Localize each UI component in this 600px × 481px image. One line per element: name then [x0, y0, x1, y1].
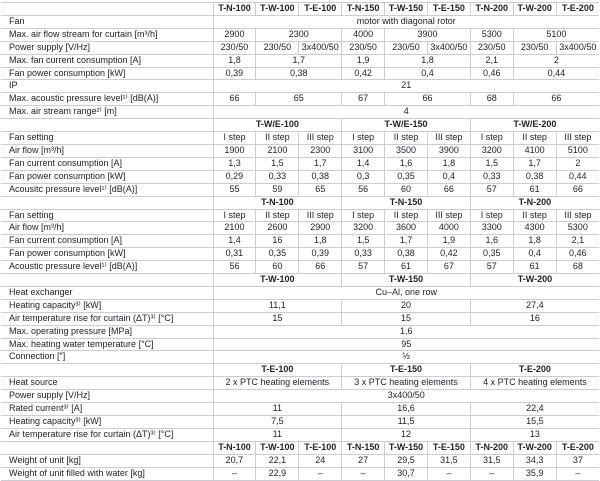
- spec-cell: 1,8: [213, 54, 256, 67]
- spec-cell: 1,6: [385, 157, 428, 170]
- spec-cell: 61: [513, 261, 556, 274]
- spec-row: [1, 222, 599, 235]
- spec-cell: 1,6: [470, 235, 513, 248]
- spec-row: [1, 170, 599, 183]
- spec-cell: 15: [342, 312, 471, 325]
- spec-cell: II step: [385, 209, 428, 222]
- spec-cell: 2: [556, 157, 599, 170]
- spec-cell: 0,29: [213, 170, 256, 183]
- spec-cell: 0,38: [299, 170, 342, 183]
- row-label: Rated current³⁾ [A]: [1, 403, 213, 416]
- spec-cell: II step: [385, 132, 428, 145]
- spec-cell: 0,42: [427, 248, 470, 261]
- spec-cell: 66: [213, 93, 256, 106]
- row-label: Max. air flow stream for curtain [m³/h]: [1, 28, 213, 41]
- spec-cell: III step: [299, 132, 342, 145]
- spec-cell: 22,1: [256, 454, 299, 467]
- spec-cell: 95: [213, 338, 599, 351]
- column-header: T-N-200: [470, 196, 599, 209]
- spec-row: [1, 261, 599, 274]
- spec-row: [1, 338, 599, 351]
- spec-cell: 3 x PTC heating elements: [342, 377, 471, 390]
- spec-cell: 1,8: [427, 157, 470, 170]
- spec-cell: 230/50: [256, 41, 299, 54]
- column-header: T-W-150: [385, 3, 428, 16]
- spec-cell: 5100: [556, 144, 599, 157]
- spec-cell: 3300: [470, 222, 513, 235]
- spec-cell: 21: [213, 80, 599, 93]
- row-label: Heat exchanger: [1, 286, 213, 299]
- spec-cell: 1,3: [213, 157, 256, 170]
- spec-row: [1, 416, 599, 429]
- spec-row: [1, 351, 599, 364]
- spec-cell: III step: [427, 132, 470, 145]
- spec-cell: 0,31: [213, 248, 256, 261]
- spec-cell: 11: [213, 403, 342, 416]
- row-label: Air flow [m³/h]: [1, 222, 213, 235]
- spec-cell: 2100: [256, 144, 299, 157]
- spec-cell: III step: [556, 132, 599, 145]
- spec-cell: 31,5: [470, 454, 513, 467]
- row-label: Power supply [V/Hz]: [1, 41, 213, 54]
- spec-cell: 1,5: [256, 157, 299, 170]
- spec-cell: 67: [342, 93, 385, 106]
- spec-cell: 66: [513, 93, 599, 106]
- spec-cell: 65: [256, 93, 342, 106]
- column-header: T-W-200: [513, 441, 556, 454]
- spec-cell: 1900: [213, 144, 256, 157]
- row-label: Fan power consumption [kW]: [1, 67, 213, 80]
- spec-cell: 2900: [213, 28, 256, 41]
- spec-cell: 0,38: [513, 170, 556, 183]
- row-label: Heating capacity³⁾ [kW]: [1, 299, 213, 312]
- spec-cell: 56: [342, 183, 385, 196]
- spec-cell: 20,7: [213, 454, 256, 467]
- spec-row: [1, 286, 599, 299]
- spec-cell: 61: [385, 261, 428, 274]
- row-label: Power supply [V/Hz]: [1, 390, 213, 403]
- spec-cell: 57: [342, 261, 385, 274]
- spec-cell: 35,9: [513, 467, 556, 480]
- spec-cell: 1,8: [385, 54, 471, 67]
- column-header: T-N-100: [213, 441, 256, 454]
- row-label: Fan power consumption [kW]: [1, 248, 213, 261]
- spec-cell: 1,6: [213, 325, 599, 338]
- spec-cell: 11,5: [342, 416, 471, 429]
- spec-cell: 31,5: [427, 454, 470, 467]
- spec-cell: 3100: [342, 144, 385, 157]
- spec-row: [1, 467, 599, 480]
- spec-cell: 1,4: [342, 157, 385, 170]
- spec-cell: 1,8: [299, 235, 342, 248]
- spec-cell: 230/50: [213, 41, 256, 54]
- spec-cell: 3x400/50: [427, 41, 470, 54]
- column-header: T-W-100: [256, 3, 299, 16]
- spec-cell: I step: [213, 209, 256, 222]
- spec-cell: 67: [427, 261, 470, 274]
- spec-row: [1, 106, 599, 119]
- spec-cell: 29,5: [385, 454, 428, 467]
- spec-cell: 66: [556, 183, 599, 196]
- row-label: Air flow [m³/h]: [1, 144, 213, 157]
- column-header: T-E-150: [427, 3, 470, 16]
- spec-cell: 230/50: [385, 41, 428, 54]
- spec-cell: 4: [213, 106, 599, 119]
- section-header-row-weights: [1, 441, 599, 454]
- spec-cell: 0,33: [342, 248, 385, 261]
- spec-cell: 60: [256, 261, 299, 274]
- spec-row: [1, 80, 599, 93]
- column-header: T-E-150: [427, 441, 470, 454]
- spec-cell: 2 x PTC heating elements: [213, 377, 342, 390]
- spec-cell: II step: [513, 209, 556, 222]
- column-header: T-N-200: [470, 3, 513, 16]
- spec-cell: ½: [213, 351, 599, 364]
- spec-cell: 1,4: [213, 235, 256, 248]
- spec-row: [1, 390, 599, 403]
- spec-cell: 15: [213, 312, 342, 325]
- spec-cell: 56: [213, 261, 256, 274]
- spec-cell: 230/50: [513, 41, 556, 54]
- spec-row: [1, 93, 599, 106]
- section-header-row-twe-steps: [1, 119, 599, 132]
- spec-cell: 16,6: [342, 403, 471, 416]
- spec-cell: III step: [299, 209, 342, 222]
- row-label: Air temperature rise for curtain (ΔT)³⁾ [°C]: [1, 312, 213, 325]
- row-label-empty: [1, 196, 213, 209]
- spec-row: [1, 403, 599, 416]
- row-label: Weight of unit filled with water [kg]: [1, 467, 213, 480]
- spec-row: [1, 325, 599, 338]
- spec-cell: 5300: [470, 28, 513, 41]
- spec-cell: –: [556, 467, 599, 480]
- spec-cell: I step: [470, 132, 513, 145]
- spec-cell: Cu–Al, one row: [213, 286, 599, 299]
- spec-row: [1, 28, 599, 41]
- spec-row: [1, 377, 599, 390]
- spec-cell: 11: [213, 428, 342, 441]
- row-label-empty: [1, 364, 213, 377]
- spec-cell: –: [427, 467, 470, 480]
- spec-row: [1, 54, 599, 67]
- spec-cell: 27,4: [470, 299, 599, 312]
- spec-cell: 57: [470, 261, 513, 274]
- spec-cell: 2300: [299, 144, 342, 157]
- spec-cell: 1,5: [342, 235, 385, 248]
- column-header: T-N-150: [342, 441, 385, 454]
- spec-row: [1, 209, 599, 222]
- row-label: Air temperature rise for curtain (ΔT)³⁾ [°C]: [1, 428, 213, 441]
- column-header: T-N-150: [342, 196, 471, 209]
- row-label: Fan current consumption [A]: [1, 235, 213, 248]
- section-header-row-overview: [1, 3, 599, 16]
- spec-cell: 55: [213, 183, 256, 196]
- spec-row: [1, 15, 599, 28]
- row-label: Max. operating pressure [MPa]: [1, 325, 213, 338]
- spec-cell: 11,1: [213, 299, 342, 312]
- spec-cell: 0,39: [299, 248, 342, 261]
- spec-cell: 20: [342, 299, 471, 312]
- column-header: T-N-150: [342, 3, 385, 16]
- spec-cell: 0,46: [556, 248, 599, 261]
- column-header: T-W/E-200: [470, 119, 599, 132]
- column-header: T-W-200: [470, 274, 599, 287]
- spec-cell: II step: [256, 132, 299, 145]
- spec-cell: 66: [385, 93, 471, 106]
- spec-cell: –: [470, 467, 513, 480]
- spec-cell: 2600: [256, 222, 299, 235]
- column-header: T-E-100: [299, 3, 342, 16]
- spec-cell: 3x400/50: [299, 41, 342, 54]
- column-header: T-W-150: [385, 441, 428, 454]
- row-label-empty: [1, 274, 213, 287]
- column-header: T-N-100: [213, 3, 256, 16]
- row-label: Max. acoustic pressure level¹⁾ [dB(A)]: [1, 93, 213, 106]
- section-header-row-te-electric: [1, 364, 599, 377]
- spec-cell: 3200: [470, 144, 513, 157]
- spec-cell: 0,4: [385, 67, 471, 80]
- column-header: T-E-150: [342, 364, 471, 377]
- spec-cell: 4100: [513, 144, 556, 157]
- column-header: T-E-100: [213, 364, 342, 377]
- spec-cell: motor with diagonal rotor: [213, 15, 599, 28]
- spec-cell: 22,9: [256, 467, 299, 480]
- row-label: Fan: [1, 15, 213, 28]
- spec-cell: 3500: [385, 144, 428, 157]
- spec-row: [1, 299, 599, 312]
- spec-table-body: [1, 3, 599, 481]
- spec-cell: 5300: [556, 222, 599, 235]
- spec-cell: 2,1: [556, 235, 599, 248]
- column-header: T-N-100: [213, 196, 342, 209]
- spec-cell: 24: [299, 454, 342, 467]
- spec-row: [1, 144, 599, 157]
- spec-row: [1, 67, 599, 80]
- spec-cell: 1,7: [256, 54, 342, 67]
- spec-cell: III step: [427, 209, 470, 222]
- spec-cell: 0,46: [470, 67, 513, 80]
- spec-cell: 4 x PTC heating elements: [470, 377, 599, 390]
- spec-cell: 66: [427, 183, 470, 196]
- spec-cell: 1,7: [299, 157, 342, 170]
- spec-cell: 59: [256, 183, 299, 196]
- spec-cell: 65: [299, 183, 342, 196]
- spec-cell: 7,5: [213, 416, 342, 429]
- spec-cell: 0,38: [385, 248, 428, 261]
- spec-cell: I step: [342, 209, 385, 222]
- spec-cell: 1,9: [427, 235, 470, 248]
- spec-cell: 22,4: [470, 403, 599, 416]
- row-label: Fan setting: [1, 209, 213, 222]
- spec-row: [1, 157, 599, 170]
- section-header-row-tw-water: [1, 274, 599, 287]
- spec-cell: 1,8: [513, 235, 556, 248]
- spec-cell: 0,39: [213, 67, 256, 80]
- spec-table: [1, 2, 599, 481]
- spec-cell: II step: [513, 132, 556, 145]
- spec-cell: 230/50: [470, 41, 513, 54]
- spec-cell: 61: [513, 183, 556, 196]
- spec-cell: 1,9: [342, 54, 385, 67]
- row-label: Acousitc pressure level¹⁾ [dB(A)]: [1, 183, 213, 196]
- spec-row: [1, 312, 599, 325]
- spec-cell: –: [213, 467, 256, 480]
- row-label: Fan power consumption [kW]: [1, 170, 213, 183]
- row-label: Heating capacity³⁾ [kW]: [1, 416, 213, 429]
- spec-cell: 0,4: [513, 248, 556, 261]
- spec-cell: 16: [470, 312, 599, 325]
- column-header: T-E-200: [556, 441, 599, 454]
- spec-cell: 4300: [513, 222, 556, 235]
- column-header: T-W/E-100: [213, 119, 342, 132]
- row-label-empty: [1, 441, 213, 454]
- spec-cell: 3200: [342, 222, 385, 235]
- spec-cell: 15,5: [470, 416, 599, 429]
- spec-cell: 2300: [256, 28, 342, 41]
- spec-row: [1, 41, 599, 54]
- spec-cell: 2,1: [470, 54, 513, 67]
- spec-cell: 3900: [427, 144, 470, 157]
- spec-cell: 13: [470, 428, 599, 441]
- spec-cell: 16: [256, 235, 299, 248]
- row-label-empty: [1, 3, 213, 16]
- spec-cell: II step: [256, 209, 299, 222]
- spec-row: [1, 183, 599, 196]
- spec-row: [1, 132, 599, 145]
- spec-cell: 3x400/50: [556, 41, 599, 54]
- spec-cell: 0,33: [470, 170, 513, 183]
- spec-cell: 68: [556, 261, 599, 274]
- spec-row: [1, 235, 599, 248]
- spec-cell: 4000: [342, 28, 385, 41]
- row-label: Max. fan current consumption [A]: [1, 54, 213, 67]
- spec-cell: 57: [470, 183, 513, 196]
- row-label: IP: [1, 80, 213, 93]
- spec-row: [1, 428, 599, 441]
- spec-cell: 0,3: [342, 170, 385, 183]
- spec-cell: 60: [385, 183, 428, 196]
- row-label: Fan setting: [1, 132, 213, 145]
- spec-cell: 0,35: [470, 248, 513, 261]
- spec-cell: I step: [470, 209, 513, 222]
- spec-cell: 3600: [385, 222, 428, 235]
- spec-cell: 1,7: [385, 235, 428, 248]
- spec-cell: I step: [213, 132, 256, 145]
- spec-cell: I step: [342, 132, 385, 145]
- spec-cell: 1,7: [513, 157, 556, 170]
- column-header: T-W/E-150: [342, 119, 471, 132]
- spec-cell: 4000: [427, 222, 470, 235]
- column-header: T-E-100: [299, 441, 342, 454]
- spec-cell: 0,44: [513, 67, 599, 80]
- column-header: T-N-200: [470, 441, 513, 454]
- row-label: Connection [″]: [1, 351, 213, 364]
- spec-cell: 0,35: [256, 248, 299, 261]
- spec-cell: –: [299, 467, 342, 480]
- spec-cell: 37: [556, 454, 599, 467]
- spec-cell: 3x400/50: [213, 390, 599, 403]
- spec-cell: –: [342, 467, 385, 480]
- spec-row: [1, 454, 599, 467]
- spec-cell: 0,4: [427, 170, 470, 183]
- spec-cell: 2900: [299, 222, 342, 235]
- column-header: T-E-200: [470, 364, 599, 377]
- spec-cell: 27: [342, 454, 385, 467]
- column-header: T-W-200: [513, 3, 556, 16]
- spec-cell: 2100: [213, 222, 256, 235]
- spec-cell: 230/50: [342, 41, 385, 54]
- spec-cell: 0,33: [256, 170, 299, 183]
- spec-cell: 0,42: [342, 67, 385, 80]
- spec-cell: III step: [556, 209, 599, 222]
- column-header: T-W-150: [342, 274, 471, 287]
- column-header: T-W-100: [213, 274, 342, 287]
- spec-row: [1, 248, 599, 261]
- row-label: Heat source: [1, 377, 213, 390]
- spec-cell: 66: [299, 261, 342, 274]
- spec-cell: 2: [513, 54, 599, 67]
- row-label: Acoustic pressure level¹⁾ [dB(A)]: [1, 261, 213, 274]
- spec-cell: 0,38: [256, 67, 342, 80]
- column-header: T-W-100: [256, 441, 299, 454]
- section-header-row-tn-steps: [1, 196, 599, 209]
- row-label-empty: [1, 119, 213, 132]
- spec-cell: 68: [470, 93, 513, 106]
- row-label: Weight of unit [kg]: [1, 454, 213, 467]
- spec-cell: 12: [342, 428, 471, 441]
- spec-cell: 30,7: [385, 467, 428, 480]
- spec-cell: 5100: [513, 28, 599, 41]
- row-label: Max. air stream range²⁾ [m]: [1, 106, 213, 119]
- spec-cell: 1,5: [470, 157, 513, 170]
- spec-cell: 0,44: [556, 170, 599, 183]
- column-header: T-E-200: [556, 3, 599, 16]
- spec-cell: 34,3: [513, 454, 556, 467]
- spec-cell: 0,35: [385, 170, 428, 183]
- row-label: Fan current consumption [A]: [1, 157, 213, 170]
- row-label: Max. heating water temperature [°C]: [1, 338, 213, 351]
- spec-cell: 3900: [385, 28, 471, 41]
